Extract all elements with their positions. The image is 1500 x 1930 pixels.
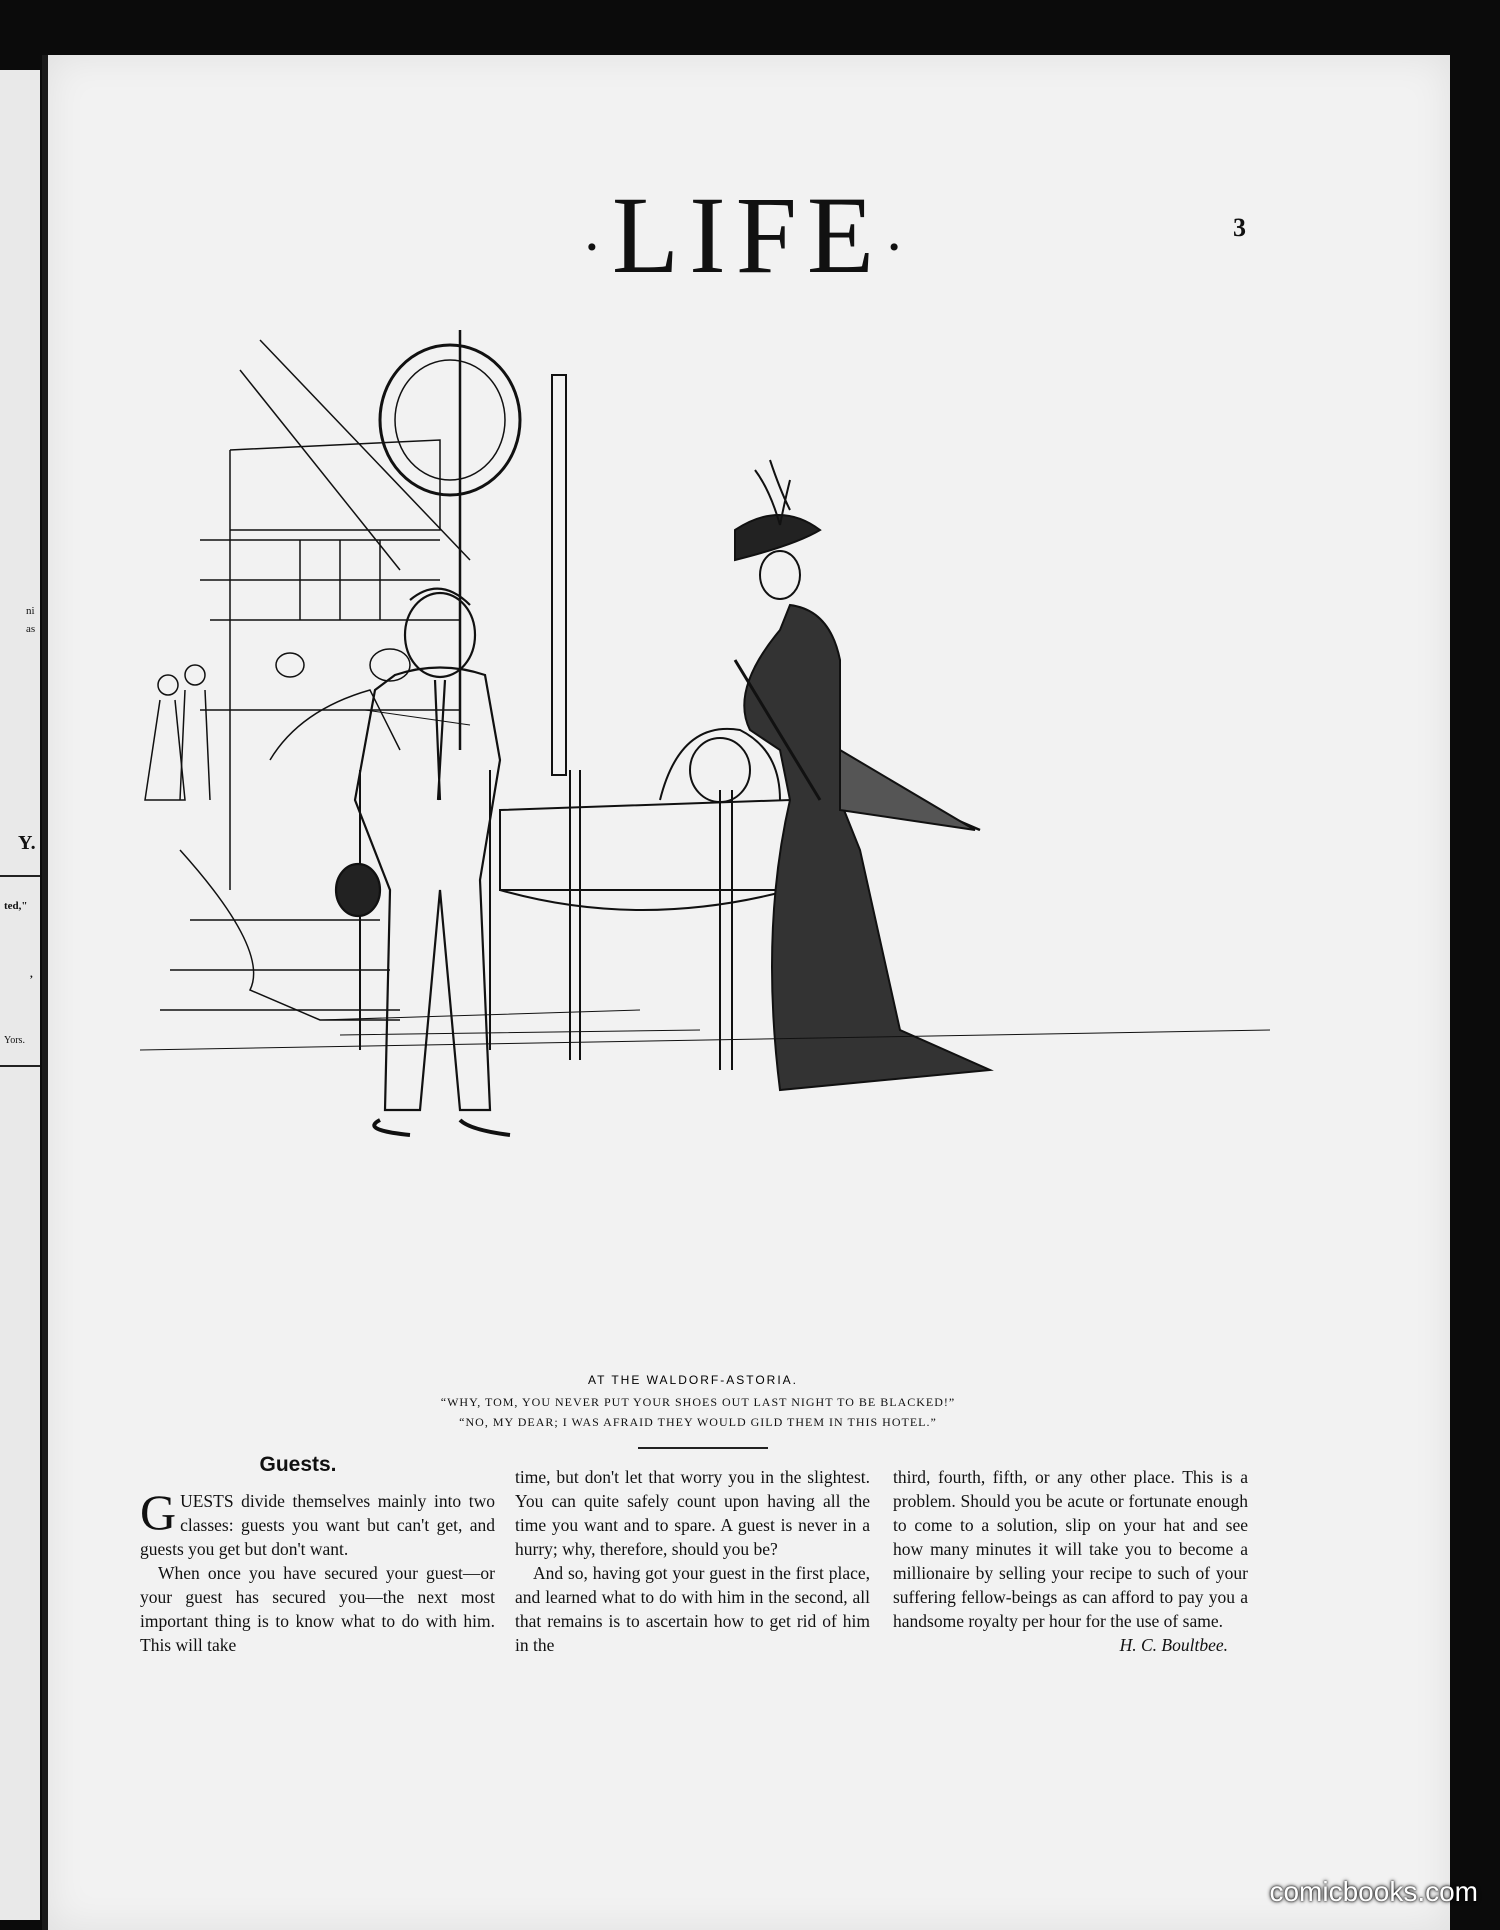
left-fragment: ,	[30, 968, 33, 980]
settee	[360, 729, 790, 1070]
article-title: Guests.	[259, 1453, 337, 1476]
gentleman-figure	[336, 589, 510, 1135]
left-fragment: ni	[26, 605, 35, 617]
magazine-page	[48, 55, 1450, 1930]
byline: H. C. Boultbee.	[1119, 1635, 1228, 1655]
article-column-2	[515, 1465, 870, 1657]
masthead-dot-left: ·	[581, 213, 612, 280]
article-paragraph: third, fourth, fifth, or any other place. This is a problem. Should you be acute or fortunate enough to come to a solution, slip on your hat and see how many minutes it will take you to become a millionaire by selling your recipe to such of your suffering fellow-beings as can afford to pay you a handsome royalty per hour for the use of same. H. C. Boultbee.	[893, 1467, 1248, 1655]
caption-title: AT THE WALDORF-ASTORIA.	[587, 1373, 799, 1387]
drop-cap: G	[140, 1484, 177, 1540]
left-fragment: Yors.	[4, 1035, 25, 1046]
caption-line-2: “NO, MY DEAR; I WAS AFRAID THEY WOULD GILD THEM IN THIS HOTEL.”	[459, 1415, 937, 1429]
previous-page-edge	[0, 70, 40, 1920]
caption-divider	[638, 1447, 768, 1449]
masthead-title: LIFE	[611, 174, 885, 296]
left-fragment: as	[26, 623, 36, 635]
article-column-3	[893, 1465, 1248, 1657]
watermark: comicbooks.com	[1269, 1876, 1478, 1907]
article-column-1	[140, 1484, 495, 1657]
lady-figure	[735, 460, 990, 1090]
illustration	[140, 330, 1270, 1330]
article-paragraph: When once you have secured your guest—or your guest has secured you—the next most important thing is to know what to do with him. This will take	[140, 1563, 495, 1655]
article-paragraph: And so, having got your guest in the first place, and learned what to do with him in the second, all that remains is to ascertain how to get rid of him in the	[515, 1563, 870, 1655]
page-number: 3	[1233, 213, 1246, 242]
caption-line-1: “WHY, TOM, YOU NEVER PUT YOUR SHOES OUT LAST NIGHT TO BE BLACKED!”	[440, 1395, 956, 1409]
article-paragraph: GUESTS divide themselves mainly into two classes: guests you want but can't get, and guests you get but don't want.	[140, 1484, 495, 1559]
left-fragment: Y.	[18, 832, 36, 854]
left-fragment: ted,"	[4, 900, 28, 912]
column	[552, 375, 566, 775]
staircase-background	[160, 330, 520, 1020]
left-rule	[0, 1065, 40, 1067]
background-figures	[145, 665, 210, 800]
article-paragraph: time, but don't let that worry you in the slightest. You can quite safely count upon having all the time you want and to spare. A guest is never in a hurry; why, therefore, should you be?	[515, 1467, 870, 1559]
left-rule	[0, 875, 40, 877]
masthead	[498, 174, 998, 296]
masthead-dot-right: ·	[884, 213, 915, 280]
